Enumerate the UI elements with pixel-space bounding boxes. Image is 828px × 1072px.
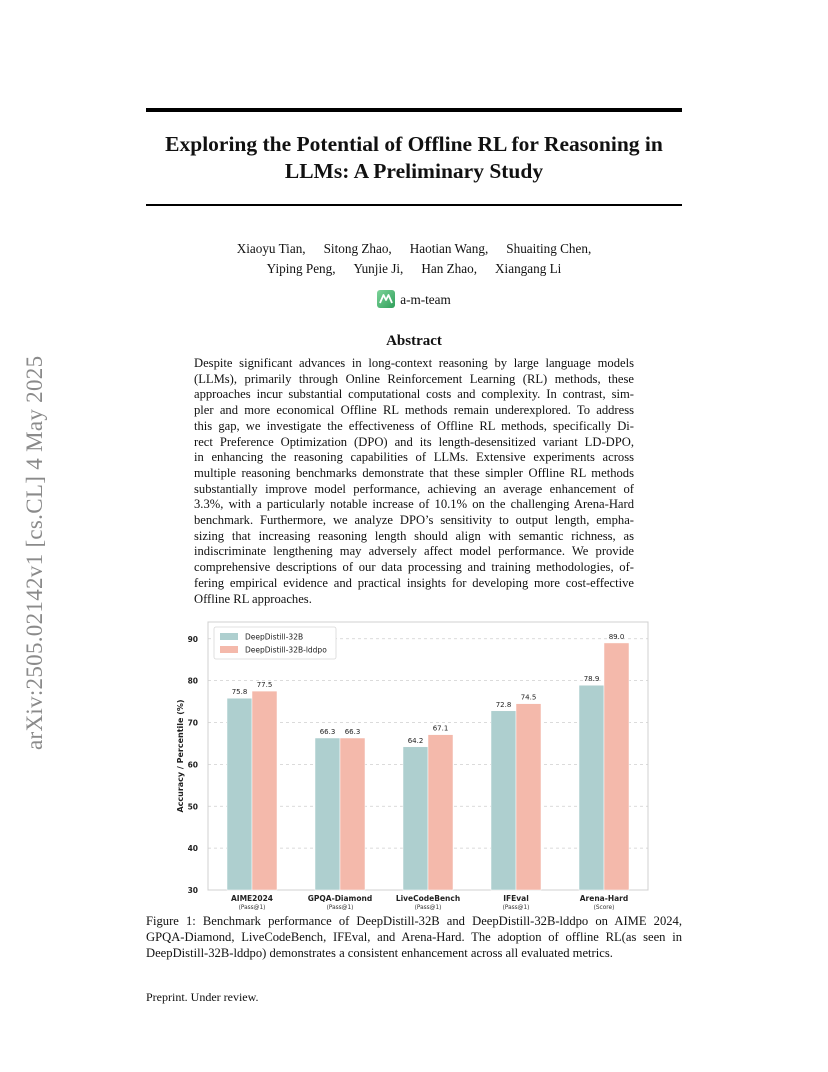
organization-name: a-m-team	[400, 292, 451, 307]
organization	[0, 289, 828, 311]
abstract-line: Despite significant advances in long-context reasoning by large language models	[194, 356, 634, 370]
author-name: Xiangang Li	[495, 261, 562, 276]
x-tick-sublabel: (Pass@1)	[414, 905, 442, 911]
x-tick-sublabel: (Score)	[593, 905, 615, 911]
abstract-line: this gap, we investigate the effectiveness of Offline RL methods, specifically Di-	[194, 418, 634, 433]
abstract-line: (LLMs), primarily through Online Reinforcement Learning (RL) methods, these	[194, 371, 634, 386]
x-tick-label: LiveCodeBench	[395, 894, 461, 903]
y-tick-label: 90	[187, 634, 198, 644]
x-tick-label: Arena-Hard	[579, 894, 629, 903]
author-name: Han Zhao,	[421, 261, 478, 276]
bar-value-label: 67.1	[432, 724, 449, 733]
abstract-line: rect Preference Optimization (DPO) and its length-desensitized variant LD-DPO,	[194, 434, 634, 449]
bar-value-label: 64.2	[407, 736, 424, 745]
author-line-1	[146, 239, 682, 259]
bar	[227, 698, 252, 890]
author-name: Yunjie Ji,	[353, 261, 404, 276]
bar	[315, 738, 340, 890]
legend-label: DeepDistill-32B	[245, 632, 304, 642]
abstract-heading: Abstract	[386, 333, 442, 349]
abstract-line: fering empirical evidence and practical insights for developing more cost-effective	[194, 575, 634, 590]
author-name: Haotian Wang,	[409, 241, 489, 256]
abstract-line: multiple reasoning benchmarks demonstrate that these simpler Offline RL methods	[194, 465, 634, 480]
bar-value-label: 75.8	[231, 688, 248, 697]
abstract-line: sizing that increasing reasoning length should align with semantic richness, as	[194, 528, 634, 543]
abstract-line: indiscriminate lengthening may adversely affect model performance. We provide	[194, 544, 634, 559]
x-tick-label: AIME2024	[230, 894, 274, 903]
author-name: Yiping Peng,	[266, 261, 336, 276]
figure-caption	[146, 913, 682, 961]
bar	[516, 704, 541, 890]
abstract-line: in enhancing the reasoning capabilities of LLMs. Extensive experiments across	[194, 450, 634, 465]
y-tick-label: 70	[187, 718, 198, 728]
bar	[340, 738, 365, 890]
legend-swatch	[220, 633, 238, 640]
y-tick-label: 40	[187, 844, 198, 854]
caption-line: GPQA-Diamond, LiveCodeBench, IFEval, and Arena-Hard. The adoption of offline RL(as seen in	[146, 930, 682, 944]
arxiv-identifier: arXiv:2505.02142v1 [cs.CL] 4 May 2025	[22, 355, 47, 750]
bar-value-label: 72.8	[495, 700, 512, 709]
x-tick-label: GPQA-Diamond	[307, 894, 373, 903]
bar	[491, 711, 516, 890]
author-name: Xiaoyu Tian,	[236, 241, 306, 256]
abstract-line: comprehensive descriptions of our data processing and training methodologies, of-	[194, 560, 634, 575]
abstract-line: substantially improve model performance, achieving an average enhancement of	[194, 481, 634, 496]
y-tick-label: 60	[187, 760, 198, 770]
title-rule-top	[146, 108, 682, 112]
bar-value-label: 78.9	[583, 675, 600, 684]
title-line-2: LLMs: A Preliminary Study	[284, 159, 544, 183]
author-name: Sitong Zhao,	[323, 241, 392, 256]
y-tick-label: 80	[187, 676, 198, 686]
caption-line: DeepDistill-32B-lddpo) demonstrates a consistent enhancement across all evaluated metrics.	[146, 946, 613, 960]
abstract-body	[194, 356, 634, 607]
abstract-line: Offline RL approaches.	[194, 591, 312, 606]
y-tick-label: 50	[187, 802, 198, 812]
bar-value-label: 66.3	[319, 727, 336, 736]
author-list	[146, 239, 682, 279]
x-tick-sublabel: (Pass@1)	[502, 905, 530, 911]
abstract-line: approaches incur substantial computational costs and complexity. In contrast, sim-	[194, 387, 634, 402]
team-logo-icon	[377, 290, 395, 308]
preprint-notice: Preprint. Under review.	[146, 990, 259, 1004]
author-name: Shuaiting Chen,	[506, 241, 592, 256]
bar-value-label: 74.5	[520, 693, 537, 702]
bar-value-label: 89.0	[608, 632, 625, 641]
x-tick-label: IFEval	[503, 894, 529, 903]
title-rule-bottom	[146, 204, 682, 206]
caption-line: Figure 1: Benchmark performance of DeepDistill-32B and DeepDistill-32B-lddpo on AIME 2024,	[146, 914, 682, 928]
author-line-2	[146, 259, 682, 279]
chart-svg	[168, 618, 654, 918]
paper-title	[130, 131, 698, 185]
title-line-1: Exploring the Potential of Offline RL for Reasoning in	[165, 132, 663, 156]
bar	[403, 747, 428, 890]
legend-label: DeepDistill-32B-lddpo	[245, 645, 327, 655]
bar	[428, 735, 453, 890]
x-tick-sublabel: (Pass@1)	[326, 905, 354, 911]
y-tick-label: 30	[187, 886, 198, 895]
benchmark-bar-chart	[168, 618, 654, 918]
legend-swatch	[220, 646, 238, 653]
bar	[579, 685, 604, 890]
bar	[604, 643, 629, 890]
x-tick-sublabel: (Pass@1)	[238, 905, 266, 911]
abstract-line: pler and more economical Offline RL methods remain underexplored. To address	[194, 403, 634, 418]
bar-value-label: 66.3	[344, 727, 361, 736]
y-axis-label: Accuracy / Percentile (%)	[176, 699, 185, 813]
bar-value-label: 77.5	[256, 681, 273, 690]
bar	[252, 691, 277, 890]
abstract-line: benchmark. Furthermore, we analyze DPO’s sensitivity to output length, empha-	[194, 513, 634, 528]
abstract-line: 3.3%, with a particularly notable increase of 10.1% on the challenging Arena-Hard	[194, 497, 634, 512]
